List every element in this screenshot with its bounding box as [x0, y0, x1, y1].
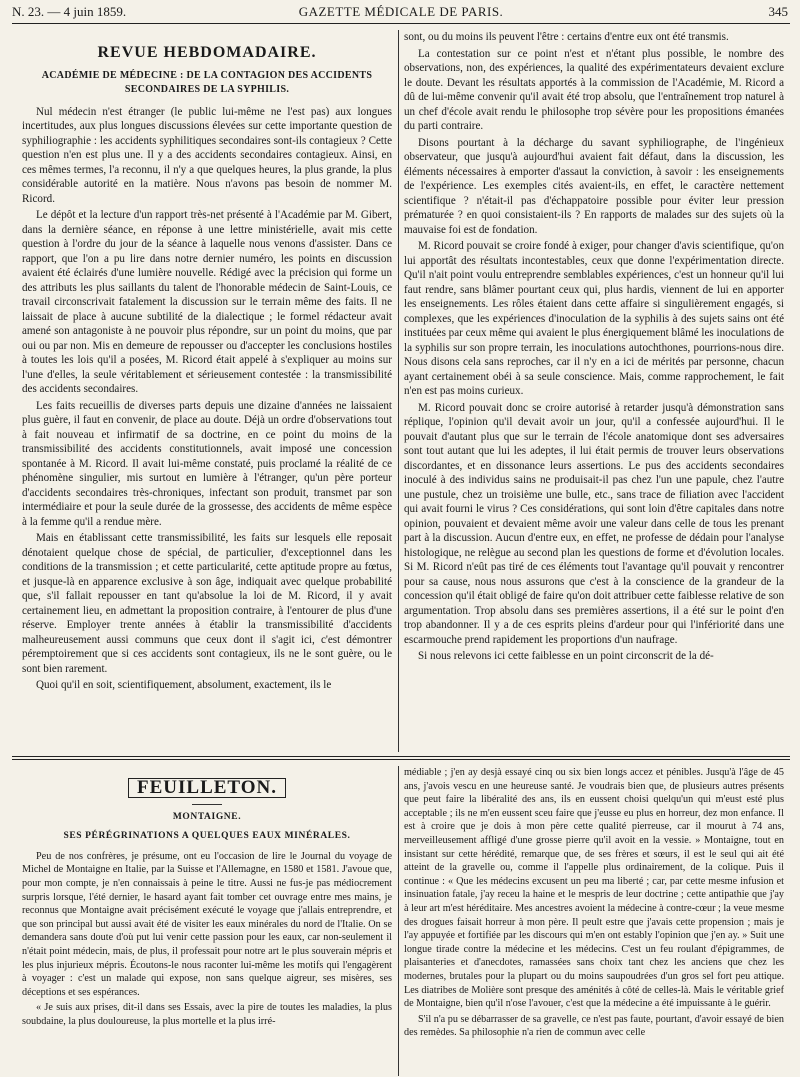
column-divider — [398, 30, 399, 752]
revue-left-column — [22, 40, 392, 752]
paragraph: « Je suis aux prises, dit-il dans ses Essais, avec la pire de toutes les maladies, la plus soubdaine, la plus douloureuse, la plus mortelle et la plus irré- — [22, 1002, 392, 1027]
revue-subtitle: ACADÉMIE DE MÉDECINE : DE LA CONTAGION DES ACCIDENTS SECONDAIRES DE LA SYPHILIS. — [41, 69, 373, 95]
paragraph: Mais en établissant cette transmissibilité, les faits sur lesquels elle reposait dénotaient quelque chose de spécial, de particulier, d'exceptionnel dans les conditions de la transmission ; et cette particularité, cette aptitude propre au fœtus, et jusque-là en apparence exclusive à son âge, indiquait avec quelque probabilité que, s'il fallait repousser en tant qu'absolue la loi de M. Ricord, il y avait certainement lieu, en admettant la proposition contraire, à l'entourer de plus d'une réserve. Employer trente années à établir la transmissibilité d'accidents malheureusement aussi communs que ceux dont il s'agit ici, c'est démontrer péremptoirement que si ces accidents sont contagieux, ils ne le sont guère, ou le sont bien rarement. — [22, 532, 392, 675]
section-rule — [12, 756, 790, 757]
page-header — [12, 2, 790, 22]
paragraph: Nul médecin n'est étranger (le public lui-même ne l'est pas) aux longues incertitudes, aux plus longues discussions élevées sur cette importante question de syphiliographie : les accidents syphilitiques secondaires sont-ils contagieux ? Cette question n'en est plus une. Il y a des accidents secondaires contagieux. Ainsi, en ces mêmes termes, l'a reconnu, il n'y a que quelques heures, la plus grande, la plus considérable autorité en la matière. Nous n'avons pas besoin de nommer M. Ricord. — [22, 105, 392, 205]
header-rule — [12, 23, 790, 24]
feuilleton-right-column — [404, 766, 784, 1076]
feuilleton-left-text — [22, 850, 392, 1029]
feuilleton-subtitle: MONTAIGNE. — [172, 811, 242, 822]
feuilleton-divider — [398, 766, 399, 1076]
journal-name: GAZETTE MÉDICALE DE PARIS. — [298, 4, 504, 19]
paragraph: Le dépôt et la lecture d'un rapport très-net présenté à l'Académie par M. Gibert, dans la dernière séance, en réponse à une lettre ministérielle, avait mis cette question à l'ordre du jour de la séance à laquelle nous venons d'assister. Dans ce rapport, que l'on a pu lire dans notre dernier numéro, les points en discussion avaient été éclairés d'une lumière nouvelle. Rédigé avec la précision qui forme un des attributs les plus saillants du talent de l'honorable médecin de Saint-Louis, ce travail circonscrivait fatalement la discussion sur le terrain même des faits. Il ne laissait de place à aucune subtilité de la dialectique ; le formel rédacteur avait amené son antagoniste à ne pouvoir plus répondre, sur un point du moins, que par oui ou par non. Mis en demeure de repousser ou d'accepter les conclusions hostiles à toutes les lois qu'il a posées, M. Ricord était appelé à s'expliquer au moins sur l'une d'elles, la seule véritablement et sérieusement contestée : la transmissibilité des accidents secondaires. — [22, 209, 392, 395]
paragraph: M. Ricord pouvait se croire fondé à exiger, pour changer d'avis scientifique, qu'on lui apportât des résultats incontestables, ceux que donne l'expérimentation directe. Qu'il n'ait point voulu entreprendre semblables expériences, c'est un honneur qu'il lui faut rendre, sans blâmer pourtant ceux qui, plus hardis, viennent de lui en apporter les enseignements. Les rôles étaient dans cette affaire si singulièrement engagés, si complexes, que les expériences d'inoculation de la syphilis à des sujets sains ont été instituées par ceux même qui avaient le plus énergiquement blâmé les inoculations de la syphilis sur son propre terrain, les inoculations autochthones, pourrions-nous dire. Nous disons cela sans reproches, car il n'y en a ici de mérités par personne, chacun ayant certainement obéi à sa seule conscience. Mais, comme rapprochement, le fait n'en est pas moins curieux. — [404, 240, 784, 397]
paragraph: Quoi qu'il en soit, scientifiquement, absolument, exactement, ils le — [36, 679, 332, 691]
paragraph: sont, ou du moins ils peuvent l'être : certains d'entre eux ont été transmis. — [404, 31, 729, 43]
feuilleton-left-column — [22, 764, 392, 1076]
section-rule-double — [12, 759, 790, 760]
paragraph: M. Ricord pouvait donc se croire autorisé à retarder jusqu'à démonstration sans réplique, l'opinion qu'il devait avoir un jour, qu'il a confessée aujourd'hui. Il le pouvait d'autant plus que sur le terrain de l'école anatomique dont ses adversaires sont tout autant que lui les adeptes, il lui était permis de trouver leurs observations discordantes, et en dissonance leurs assertions. Le pus des accidents secondaires inoculé à des individus sains ne produisait-il pas chez l'un une papule, chez l'autre une pustule, chez un troisième une bulle, etc., sans trace de filiation avec l'accident qui avait fourni le virus ? Ces considérations, qui sont loin d'être capitales dans notre opinion, pouvaient et devaient même avoir une valeur dans celle de tous les prenant part à la discussion. Aucun d'entre eux, en effet, ne professe de dédain pour l'analyse histologique, ne relègue au second plan les questions de forme et d'évolution locales. Si M. Ricord n'eût pas tiré de ces éléments tout l'avantage qu'il pouvait y rencontrer pour sa cause, nous nous assurons que c'est à la conscience de la grandeur de la concession qu'il était obligé de faire qu'on doit attribuer cette faiblesse relative de son argumentation. Trop absolu dans ses premières assertions, il a été sur le point d'en trop abandonner. Il y a de ces esprits pleins d'ardeur pour qui l'infériorité dans une escarmouche prend rapidement les proportions d'un naufrage. — [404, 401, 784, 646]
paragraph: Si nous relevons ici cette faiblesse en un point circonscrit de la dé- — [418, 650, 714, 662]
issue-date: N. 23. — 4 juin 1859. — [12, 4, 127, 19]
revue-right-text — [404, 30, 784, 664]
feuilleton-right-text — [404, 766, 784, 1040]
feuilleton-title: FEUILLETON. — [128, 778, 286, 798]
paragraph: S'il n'a pu se débarrasser de sa gravelle, ce n'est pas faute, pourtant, d'avoir essayé de bien des remèdes. Sa philosophie n'a rien de commun avec celle — [404, 1013, 784, 1039]
paragraph: La contestation sur ce point n'est et n'étant plus possible, le nombre des observations, non, des expériences, la qualité des expérimentateurs devaient exclure le doute. Devant les résultats apportés à la commission de l'Académie, M. Ricord a dû de lui-même convenir qu'il avait été trop absolu, que l'entraînement trop naturel à un chef d'école avait rendu le philosophe trop sévère pour les propositions émanées du parti contraire. — [404, 47, 784, 132]
paragraph: Disons pourtant à la décharge du savant syphiliographe, de l'ingénieux observateur, que jusqu'à aujourd'hui avaient fait défaut, dans la discussion, les éléments nécessaires à emporter d'assaut la conviction, à savoir : les enseignements de l'expérience. Les exemples cités avaient-ils, en effet, le caractère nettement scientifique ? n'était-il pas d'échappatoire possible pour éviter leur pression prématurée ? en quoi consistaient-ils ? En rapports de malades sur des sujets où la mauvaise foi est de fondation. — [404, 136, 784, 236]
paragraph: médiable ; j'en ay desjà essayé cinq ou six bien longs accez et pénibles. Jusqu'à l'âge de 45 ans, j'avois vescu en une heureuse santé. Je voudrais bien que, de plusieurs autres présents que peut faire la libéralité des ans, ils en eussent choisi quelqu'un qui m'eust esté plus acceptable ; ils ne m'en eussent sceu faire que j'eusse eu plus en horreur, dez mon enfance. Il est à croire que je dois à mon père cette qualité pierreuse, car il mourut à 74 ans, merveilleusement affligé d'une grosse pierre qu'il avoit en la vessie. » Montaigne, tout en insistant sur cette hérédité, remarque que, de ses frères et sœurs, il est le seul qui ait été atteint de la gravelle ou, comme il l'appelle plus ordinairement, de la colique. Puis il continue : « Que les médecins excusent un peu ma liberté ; car, par cette mesme infusion et insinuation fatale, j'ay receu la haine et le mespris de leur doctrine ; cette antipathie que j'ay à leur art m'est héréditaire. Mes ancestres avoient la médecine à contre-cœur ; la veue mesme des drogues faisait horreur à mon père. Il peult estre que j'avais cette propension ; mais je l'ay appuyée et fortifiée par les discours qui m'en ont estably l'opinion que j'en ay. » Suit une longue tirade contre la médecine et les médecins. C'est un feu roulant d'épigrammes, de plaisanteries et d'anecdotes, ramassées sans choix tant chez les anciens que chez les modernes, brutales pour la plupart ou du moins saupoudrées d'un gros sel fort peu attique. Les diatribes de Molière sont presque des aménités à côté de celles-là. Mais le véritable grief de Montaigne, bien qu'il n'ose l'avouer, c'est que la médecine a été impuissante à le guérir. — [404, 767, 784, 1010]
page-number: 345 — [768, 4, 788, 19]
title-separator — [192, 804, 222, 805]
paragraph: Peu de nos confrères, je présume, ont eu l'occasion de lire le Journal du voyage de Michel de Montaigne en Italie, par la Suisse et l'Allemagne, en 1580 et 1581. J'avoue que, pour mon compte, je n'en connaissais à peine le titre. Aussi ne fus-je pas médiocrement surpris lorsque, l'été dernier, le hasard ayant fait tomber cet ouvrage entre mes mains, je reconnus que Montaigne avait précisément exécuté le voyage que j'allais entreprendre, et que son principal but aussi avait été de visiter les eaux minérales du nord de l'Italie. On se demandera sans doute d'où put lui venir cette passion pour les eaux, car non-seulement il n'était point médecin, mais, de plus, il professait pour notre art le plus souverain mépris et les plus injurieux mépris. Écoutons-le nous raconter lui-même les motifs qui l'engagèrent à voyager : c'est un malade qui expose, non sans quelque aigreur, ses misères, ses déceptions et ses espérances. — [22, 850, 392, 998]
revue-title: REVUE HEBDOMADAIRE. — [97, 44, 317, 61]
revue-right-column — [404, 30, 784, 752]
feuilleton-subtitle-2: SES PÉRÉGRINATIONS A QUELQUES EAUX MINÉRALES. — [63, 831, 351, 842]
revue-left-text — [22, 105, 392, 693]
feuilleton-title-box — [22, 778, 392, 798]
paragraph: Les faits recueillis de diverses parts depuis une dizaine d'années ne laissaient plus guère, il faut en convenir, de place au doute. Déjà un ordre d'observations tout à fait nouveau et infirmatif de sa doctrine, en ce point du moins de la transmissibilité des accidents constitutionnels, avait imposé une concession spontanée à M. Ricord. Il avait lui-même constaté, puis proclamé la réalité de ce phénomène singulier, mis surtout en lumière à l'étranger, qu'un père porteur d'accidents secondaires très-chroniques, infectant son produit, transmet par son intermédiaire et pour la seule durée de la grossesse, des accidents de même espèce à la femme qu'il a rendue mère. — [22, 399, 392, 528]
